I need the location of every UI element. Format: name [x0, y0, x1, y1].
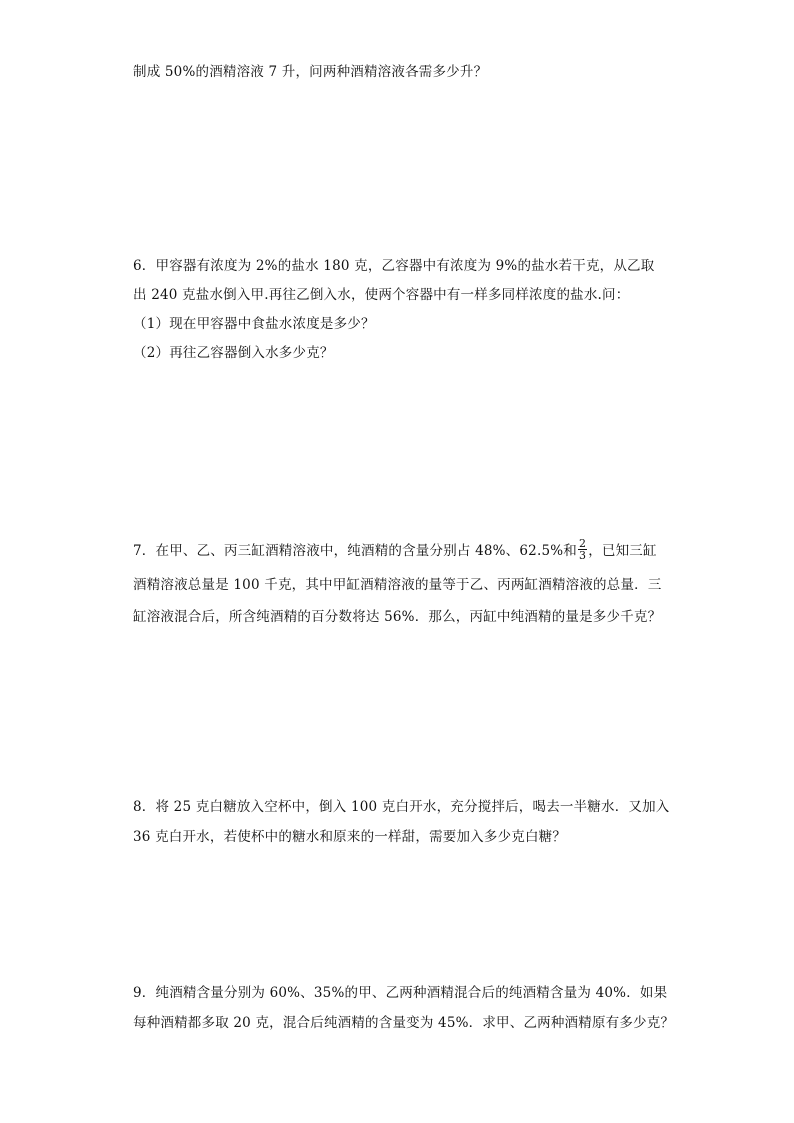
q9-line-1: 9．纯酒精含量分别为 60%、35%的甲、乙两种酒精混合后的纯酒精含量为 40%．如果 — [133, 985, 668, 1001]
q8-line-2: 36 克白开水，若使杯中的糖水和原来的一样甜，需要加入多少克白糖？ — [133, 829, 567, 845]
q8-line-1: 8．将 25 克白糖放入空杯中，倒入 100 克白开水，充分搅拌后，喝去一半糖水．又加入 — [133, 799, 670, 815]
q6-line-2: 出 240 克盐水倒入甲.再往乙倒入水，使两个容器中有一样多同样浓度的盐水.问： — [133, 287, 630, 303]
q5-line-1: 制成 50%的酒精溶液 7 升，问两种酒精溶液各需多少升？ — [133, 64, 488, 80]
q7-line-3: 缸溶液混合后，所含纯酒精的百分数将达 56%．那么，丙缸中纯酒精的量是多少千克？ — [133, 609, 662, 625]
q6-sub-question-2: （2）再往乙容器倒入水多少克？ — [133, 345, 334, 361]
q7-line-1-text-b: ，已知三缸 — [588, 543, 657, 559]
q7-line-1-text-a: 7．在甲、乙、丙三缸酒精溶液中，纯酒精的含量分别占 48%、62.5%和 — [133, 543, 577, 559]
fraction-two-thirds — [578, 538, 587, 561]
fraction-numerator: 2 — [578, 537, 587, 550]
q6-line-1: 6．甲容器有浓度为 2%的盐水 180 克，乙容器中有浓度为 9%的盐水若干克，从乙取 — [133, 258, 655, 274]
q7-line-1 — [133, 537, 657, 563]
q9-line-2: 每种酒精都多取 20 克，混合后纯酒精的含量变为 45%．求甲、乙两种酒精原有多少克？ — [133, 1015, 675, 1031]
fraction-denominator: 3 — [578, 549, 587, 562]
q7-line-2: 酒精溶液总量是 100 千克，其中甲缸酒精溶液的量等于乙、丙两缸酒精溶液的总量．三 — [133, 577, 662, 593]
q6-sub-question-1: （1）现在甲容器中食盐水浓度是多少？ — [133, 316, 375, 332]
